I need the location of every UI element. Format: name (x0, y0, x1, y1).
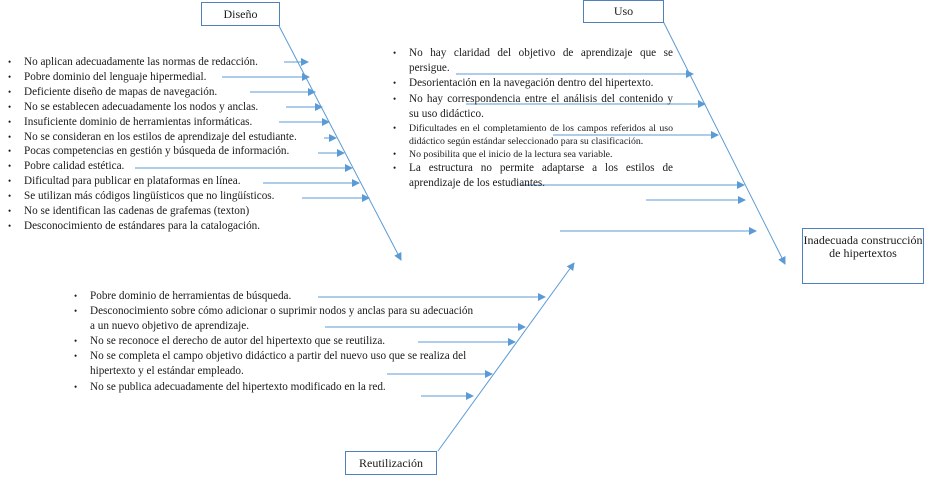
cause-item: • No se consideran en los estilos de aprendizaje del estudiante. (8, 130, 348, 145)
cause-item: • Deficiente diseño de mapas de navegación. (8, 85, 348, 100)
cause-item: • Dificultad para publicar en plataformas en línea. (8, 174, 348, 189)
cause-list-uso (393, 46, 673, 191)
category-title-uso: Uso (613, 4, 634, 18)
category-title-reutilizacion: Reutilización (359, 456, 423, 470)
cause-item: • Desconocimiento sobre cómo adicionar o suprimir nodos y anclas para su adecuación a un nuevo objetivo de aprendizaje. (74, 304, 474, 334)
cause-list-diseno (8, 55, 348, 234)
cause-item: • No posibilita que el inicio de la lectura sea variable. (393, 148, 673, 161)
cause-item: • Dificultades en el completamiento de los campos referidos al uso didáctico según estándar seleccionado para su clasificación. (393, 122, 673, 148)
cause-item: • No se reconoce el derecho de autor del hipertexto que se reutiliza. (74, 334, 474, 349)
cause-item: • No hay claridad del objetivo de aprendizaje que se persigue. (393, 46, 673, 76)
category-title-diseno: Diseño (223, 7, 258, 21)
cause-item: • La estructura no permite adaptarse a los estilos de aprendizaje de los estudiantes. (393, 161, 673, 191)
cause-item: • No se establecen adecuadamente los nodos y anclas. (8, 100, 348, 115)
category-box-uso (583, 0, 664, 23)
cause-item: • Pocas competencias en gestión y búsqueda de información. (8, 144, 348, 159)
cause-item: • Pobre dominio de herramientas de búsqueda. (74, 289, 474, 304)
cause-item: • No aplican adecuadamente las normas de redacción. (8, 55, 348, 70)
cause-item: • Pobre dominio del lenguaje hipermedial. (8, 70, 348, 85)
bone-uso (663, 21, 785, 264)
cause-item: • Desorientación en la navegación dentro del hipertexto. (393, 76, 673, 91)
cause-item: • Se utilizan más códigos lingüísticos que no lingüísticos. (8, 189, 348, 204)
category-box-diseno (201, 2, 280, 26)
cause-list-reutilizacion (74, 289, 474, 395)
cause-item: • Desconocimiento de estándares para la catalogación. (8, 219, 348, 234)
cause-item: • No se identifican las cadenas de grafemas (texton) (8, 204, 348, 219)
cause-item: • Insuficiente dominio de herramientas informáticas. (8, 115, 348, 130)
category-box-reutilizacion (345, 451, 437, 475)
effect-label: Inadecuada construcción de hipertextos (803, 233, 923, 260)
cause-item: • Pobre calidad estética. (8, 159, 348, 174)
cause-item: • No hay correspondencia entre el análisis del contenido y su uso didáctico. (393, 92, 673, 122)
cause-item: • No se completa el campo objetivo didáctico a partir del nuevo uso que se realiza del hipertexto y el estándar empleado. (74, 349, 474, 379)
cause-item: • No se publica adecuadamente del hipertexto modificado en la red. (74, 380, 474, 395)
effect-box (802, 228, 924, 284)
